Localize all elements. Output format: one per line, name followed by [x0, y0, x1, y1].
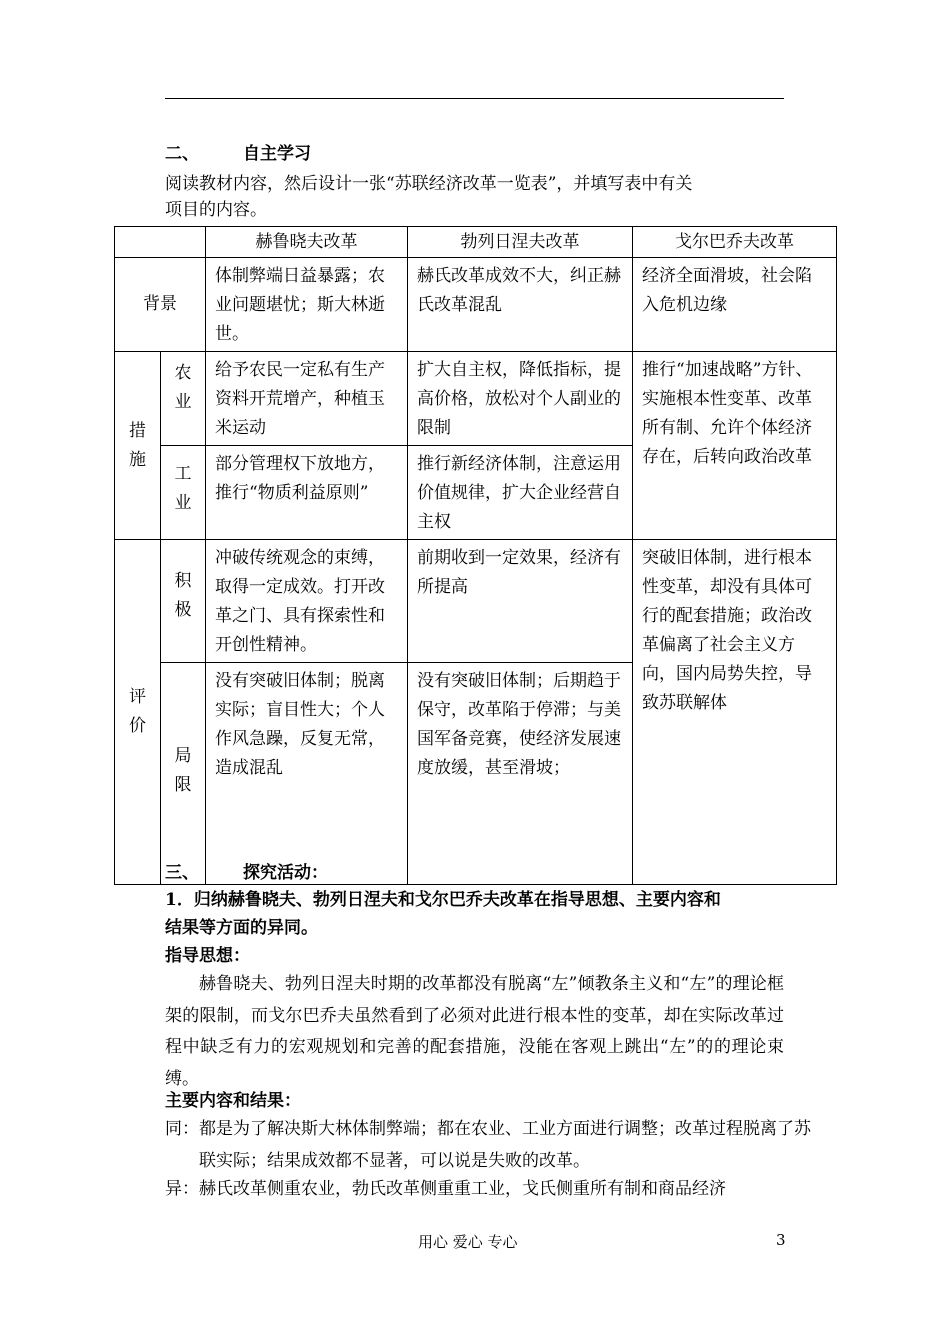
cell-background-gorbachev: 经济全面滑坡，社会陷入危机边缘 — [633, 258, 837, 352]
cell-measures-industry-khrushchev: 部分管理权下放地方，推行“物质利益原则” — [206, 446, 408, 540]
cell-measures-agriculture-brezhnev: 扩大自主权，降低指标，提高价格，放松对个人副业的限制 — [408, 352, 633, 446]
table-header-row — [115, 227, 837, 258]
section2-heading — [165, 142, 311, 166]
section3-title: 探究活动： — [243, 863, 328, 883]
col-header-gorbachev: 戈尔巴乔夫改革 — [633, 227, 837, 258]
col-header-brezhnev: 勃列日涅夫改革 — [408, 227, 633, 258]
table-row-measures-agriculture — [115, 352, 837, 446]
row-label-background: 背景 — [115, 258, 206, 352]
row-label-evaluation: 评价 — [115, 540, 161, 885]
cell-evaluation-gorbachev: 突破旧体制，进行根本性变革，却没有具体可行的配套措施；政治改革偏离了社会主义方向，国内局势失控，导致苏联解体 — [633, 540, 837, 885]
section3-number: 三、 — [165, 863, 199, 883]
cell-evaluation-limitation-brezhnev: 没有突破旧体制；后期趋于保守，改革陷于停滞；与美国军备竞赛，使经济发展速度放缓，甚至滑坡； — [408, 663, 633, 885]
cell-background-brezhnev: 赫氏改革成效不大，纠正赫氏改革混乱 — [408, 258, 633, 352]
sub-label-agriculture: 农业 — [161, 352, 206, 446]
cell-measures-agriculture-khrushchev: 给予农民一定私有生产资料开荒增产，种植玉米运动 — [206, 352, 408, 446]
same-paragraph: 同：都是为了解决斯大林体制弊端；都在农业、工业方面进行调整；改革过程脱离了苏联实际；结果成效都不显著，可以说是失败的改革。 — [165, 1119, 811, 1171]
cell-evaluation-limitation-khrushchev: 没有突破旧体制；脱离实际；盲目性大；个人作风急躁，反复无常，造成混乱 — [206, 663, 408, 885]
page-number: 3 — [776, 1231, 786, 1249]
row-label-measures: 措施 — [115, 352, 161, 540]
section2-instruction-line2: 项目的内容。 — [165, 200, 267, 220]
cell-background-khrushchev: 体制弊端日益暴露；农业问题堪忧；斯大林逝世。 — [206, 258, 408, 352]
table-row-evaluation-positive — [115, 540, 837, 663]
section2-instruction-line1: 阅读教材内容，然后设计一张“苏联经济改革一览表”，并填写表中有关 — [165, 174, 693, 194]
content-heading: 主要内容和结果： — [165, 1091, 301, 1111]
cell-evaluation-positive-khrushchev: 冲破传统观念的束缚，取得一定成效。打开改革之门、具有探索性和开创性精神。 — [206, 540, 408, 663]
cell-measures-industry-brezhnev: 推行新经济体制，注意运用价值规律，扩大企业经营自主权 — [408, 446, 633, 540]
diff-paragraph: 异：赫氏改革侧重农业，勃氏改革侧重重工业，戈氏侧重所有制和商品经济 — [165, 1179, 726, 1199]
section2-number: 二、 — [165, 144, 199, 164]
sub-label-limitation: 局限 — [161, 663, 206, 885]
footer-motto: 用心 爱心 专心 — [418, 1233, 518, 1251]
guiding-heading: 指导思想： — [165, 946, 250, 966]
sub-label-industry: 工业 — [161, 446, 206, 540]
section3-question-line1: 1．归纳赫鲁晓夫、勃列日涅夫和戈尔巴乔夫改革在指导思想、主要内容和 — [165, 890, 721, 910]
reform-table — [114, 226, 837, 885]
col-header-khrushchev: 赫鲁晓夫改革 — [206, 227, 408, 258]
header-rule — [165, 98, 784, 99]
section3-question-line2: 结果等方面的异同。 — [165, 918, 318, 938]
cell-measures-gorbachev: 推行“加速战略”方针、实施根本性变革、改革所有制、允许个体经济存在，后转向政治改革 — [633, 352, 837, 540]
guiding-paragraph: 赫鲁晓夫、勃列日涅夫时期的改革都没有脱离“左”倾教条主义和“左”的理论框架的限制，而戈尔巴乔夫虽然看到了必须对此进行根本性的变革，却在实际改革过程中缺乏有力的宏观规划和完善的配套措施，没能在客观上跳出“左”的的理论束缚。 — [165, 974, 784, 1089]
section2-title: 自主学习 — [243, 144, 311, 164]
sub-label-positive: 积极 — [161, 540, 206, 663]
table-corner-cell — [115, 227, 206, 258]
cell-evaluation-positive-brezhnev: 前期收到一定效果，经济有所提高 — [408, 540, 633, 663]
section3-heading — [165, 861, 328, 885]
table-row-background — [115, 258, 837, 352]
